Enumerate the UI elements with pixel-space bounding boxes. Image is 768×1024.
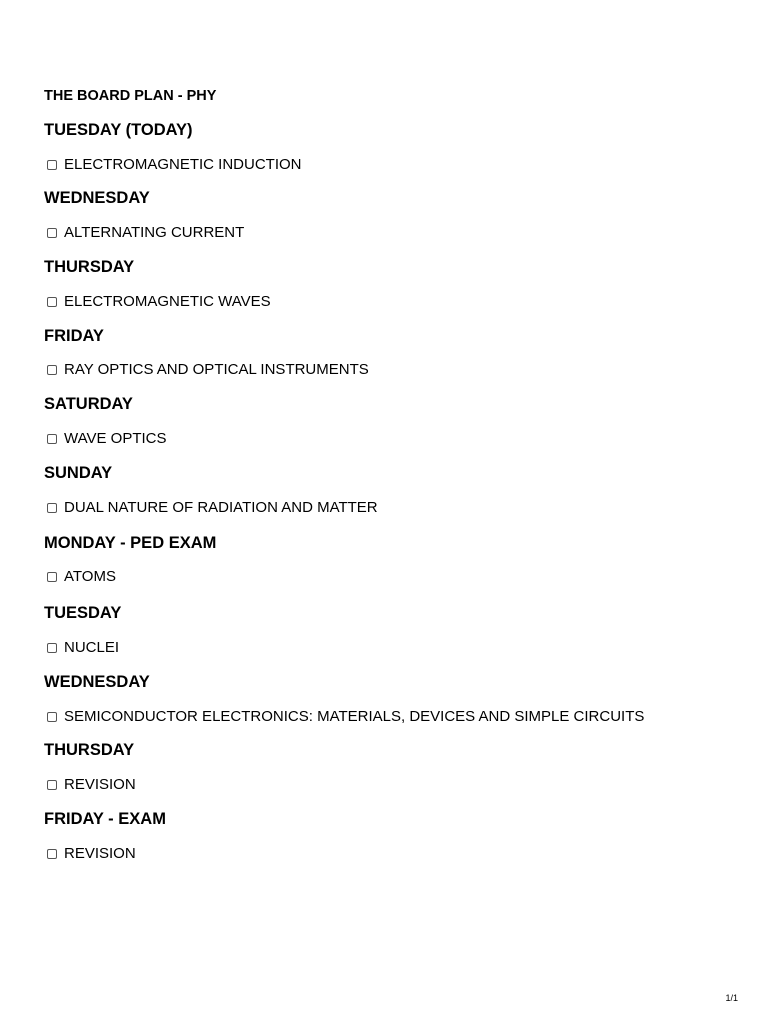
task-item[interactable] xyxy=(46,224,244,242)
checkbox[interactable] xyxy=(47,160,57,170)
checkbox[interactable] xyxy=(47,849,57,859)
task-label: REVISION xyxy=(64,845,136,862)
task-item[interactable] xyxy=(46,361,369,379)
checkbox[interactable] xyxy=(47,643,57,653)
day-heading-thursday: THURSDAY xyxy=(44,741,135,759)
task-item[interactable] xyxy=(46,156,302,174)
task-label: WAVE OPTICS xyxy=(64,430,167,447)
day-heading-thursday: THURSDAY xyxy=(44,258,135,276)
task-item[interactable] xyxy=(46,499,378,517)
document-title: THE BOARD PLAN - PHY xyxy=(44,88,217,104)
task-label: SEMICONDUCTOR ELECTRONICS: MATERIALS, DEVICES AND SIMPLE CIRCUITS xyxy=(64,708,645,725)
task-item[interactable] xyxy=(46,776,136,794)
day-heading-friday-exam: FRIDAY - EXAM xyxy=(44,810,166,828)
task-item[interactable] xyxy=(46,568,116,586)
checkbox[interactable] xyxy=(47,572,57,582)
checkbox[interactable] xyxy=(47,503,57,513)
page-number: 1/1 xyxy=(725,993,738,1003)
task-label: ATOMS xyxy=(64,568,116,585)
task-label: ELECTROMAGNETIC WAVES xyxy=(64,293,271,310)
checkbox[interactable] xyxy=(47,434,57,444)
checkbox[interactable] xyxy=(47,365,57,375)
task-item[interactable] xyxy=(46,430,167,448)
day-heading-tuesday-today: TUESDAY (TODAY) xyxy=(44,121,193,139)
day-heading-saturday: SATURDAY xyxy=(44,395,133,413)
checkbox[interactable] xyxy=(47,712,57,722)
task-label: REVISION xyxy=(64,776,136,793)
checkbox[interactable] xyxy=(47,228,57,238)
task-label: ALTERNATING CURRENT xyxy=(64,224,245,241)
task-label: ELECTROMAGNETIC INDUCTION xyxy=(64,156,302,173)
day-heading-wednesday: WEDNESDAY xyxy=(44,673,150,691)
day-heading-tuesday: TUESDAY xyxy=(44,604,122,622)
checkbox[interactable] xyxy=(47,780,57,790)
task-item[interactable] xyxy=(46,639,119,657)
task-label: NUCLEI xyxy=(64,639,120,656)
task-item[interactable] xyxy=(46,845,136,863)
day-heading-sunday: SUNDAY xyxy=(44,464,113,482)
day-heading-wednesday: WEDNESDAY xyxy=(44,189,150,207)
day-heading-friday: FRIDAY xyxy=(44,327,104,345)
day-heading-monday-ped-exam: MONDAY - PED EXAM xyxy=(44,534,217,552)
task-item[interactable] xyxy=(46,708,644,726)
task-label: DUAL NATURE OF RADIATION AND MATTER xyxy=(64,499,378,516)
task-label: RAY OPTICS AND OPTICAL INSTRUMENTS xyxy=(64,361,369,378)
task-item[interactable] xyxy=(46,293,271,311)
checkbox[interactable] xyxy=(47,297,57,307)
